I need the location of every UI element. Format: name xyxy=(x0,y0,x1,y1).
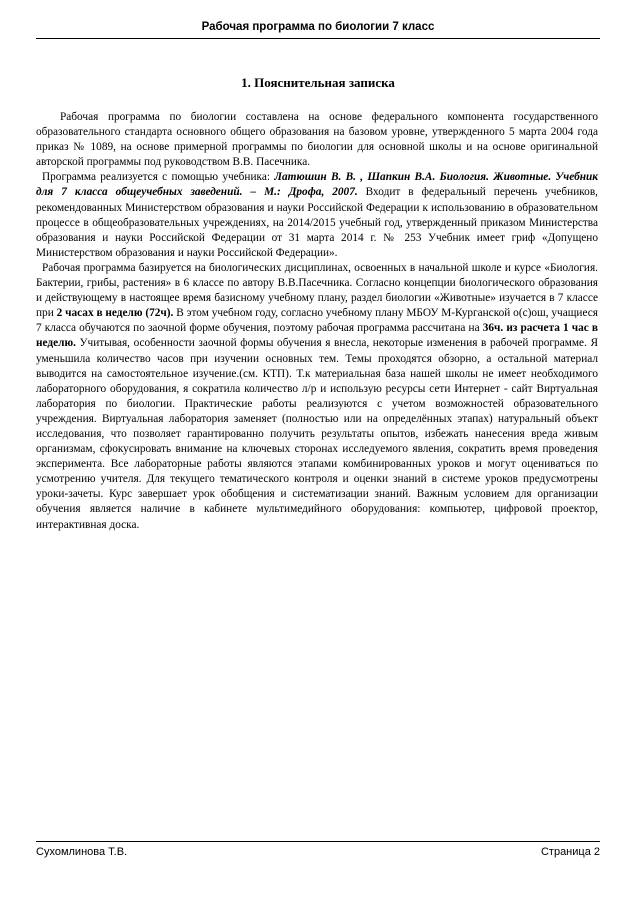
hours-calculation: 36ч. из расчета 1 час в неделю. xyxy=(36,322,599,350)
paragraph-program xyxy=(36,261,598,533)
footer-author: Сухомлинова Т.В. xyxy=(36,846,128,858)
section-title: 1. Пояснительная записка xyxy=(241,75,395,90)
paragraph-textbook-body: Входит в федеральный перечень учебников, рекомендованных Министерством образования и науки Российской Федерации к использованию в образовательном процессе в общеобразовательных учреждениях, на 2014/2015 учебный год, утвержденный приказом Министерства образования и науки Российской Федерации от 31 марта 2014 г. № 253 Учебник имеет гриф «Допущено Министерством образования и науки Российской Федерации». xyxy=(36,186,598,259)
page-header: Рабочая программа по биологии 7 класс xyxy=(36,20,600,39)
footer-page-number: Страница 2 xyxy=(540,846,600,858)
body-text xyxy=(36,110,598,533)
paragraph-program-intro: Рабочая программа базируется на биологических дисциплинах, освоенных в начальной школе и курсе «Биология. Бактерии, грибы, растения» в 6 классе по автору В.В.Пасечника. Согласно концепции биологического образования и действующему в настоящее время базисному учебному плану, раздел биологии «Животные» изучается в 7 классе при xyxy=(36,261,598,320)
paragraph-textbook-intro: Программа реализуется с помощью учебника: xyxy=(42,171,275,184)
paragraph-basis: Рабочая программа по биологии составлена на основе федерального компонента государственного образовательного стандарта основного общего образования на базовом уровне, утвержденного 5 марта 2004 года приказ № 1089, на основе примерной программы по биологии для основной школы и на основе оригинальной авторской программы под руководством В.В. Пасечника. xyxy=(36,111,598,169)
paragraph-program-middle: В этом учебном году, согласно учебному плану МБОУ М-Курганской о(с)ош, учащиеся 7 класса обучаются по заочной форме обучения, поэтому рабочая программа рассчитана на xyxy=(36,307,598,335)
paragraph-textbook xyxy=(36,170,598,261)
page-footer xyxy=(36,841,600,859)
textbook-reference: Латюшин В. В. , Шапкин В.А. Биология. Животные. Учебник для 7 класса общеучебных заведений. – М.: Дрофа, 2007. xyxy=(36,171,598,199)
paragraph-program-body: Учитывая, особенности заочной формы обучения я внесла, некоторые изменения в рабочей программе. Я уменьшила количество часов при изучении основных тем. Темы проходятся обзорно, а остальной материал выводится на самостоятельное изучение.(см. КТП). Т.к материальная база нашей школы не имеет необходимого лабораторного оборудования, я сократила количество л/р и использую ресурсы сети Интернет - сайт Виртуальная лаборатория по биологии. Практические работы реализуются с учетом возможностей образовательного учреждения. Виртуальная лаборатория заменяет (полностью или на определённых этапах) натуральный объект исследования, что позволяет гарантированно получить результаты опытов, избежать нанесения вреда живым организмам, сфокусировать внимание на ключевых сторонах исследуемого явления, сократить время проведения эксперимента. Все лабораторные работы являются этапами комбинированных уроков и могут оцениваться по усмотрению учителя. Для текущего тематического контроля и оценки знаний в системе уроков предусмотрены уроки-зачеты. Курс завершает урок обобщения и систематизации знаний. Важным условием для организации обучения является наличие в кабинете мультимедийного оборудования: компьютер, цифровой проектор, интерактивная доска. xyxy=(36,337,598,531)
hours-per-week: 2 часах в неделю (72ч). xyxy=(56,307,174,320)
